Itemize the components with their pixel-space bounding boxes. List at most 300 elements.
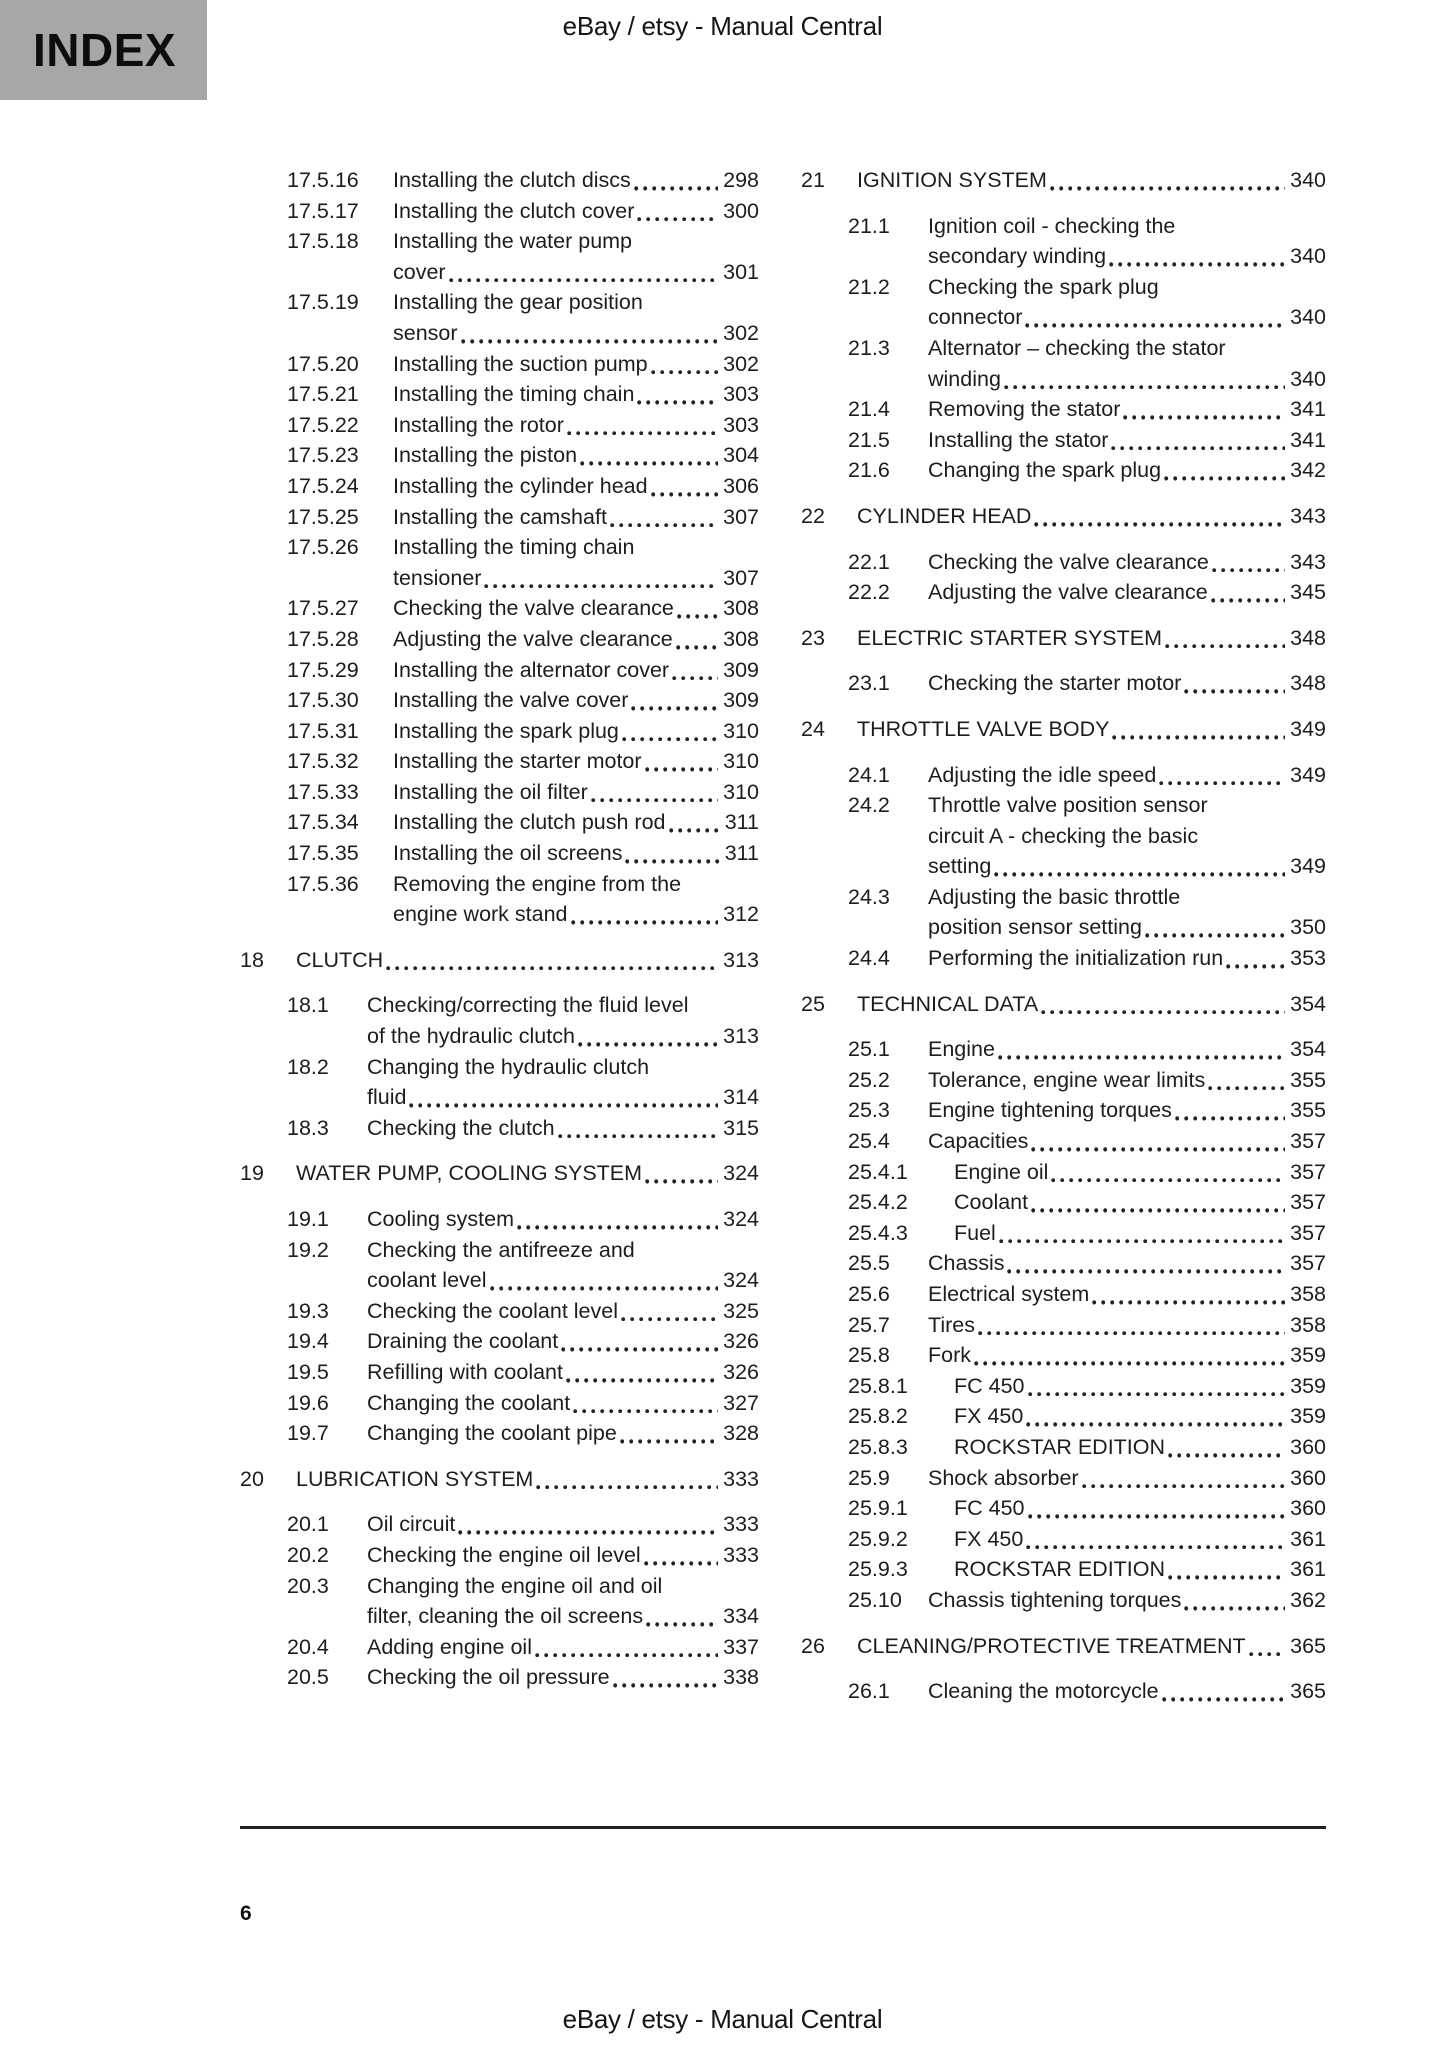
dotted-leader (974, 1340, 1285, 1366)
toc-entry-title: winding (928, 366, 1001, 391)
toc-entry-body (954, 1432, 1326, 1463)
toc-section-row (801, 714, 1326, 745)
toc-entry-number: 17.5.25 (287, 504, 359, 529)
toc-entry-row (240, 532, 759, 593)
toc-entry-title: setting (928, 854, 992, 879)
dotted-leader (1051, 1157, 1285, 1183)
dotted-leader (677, 593, 718, 619)
toc-entry-row (240, 746, 759, 777)
toc-entry-row (801, 1187, 1326, 1218)
dotted-leader (386, 945, 718, 971)
toc-entry-page: 309 (723, 657, 759, 682)
toc-entry-body (857, 623, 1326, 654)
toc-entry-title: CLUTCH (296, 947, 384, 972)
toc-entry-title: WATER PUMP, COOLING SYSTEM (296, 1161, 643, 1186)
toc-entry-row (801, 577, 1326, 608)
toc-entry-page: 355 (1290, 1098, 1326, 1123)
toc-entry-body (393, 807, 759, 838)
toc-entry-row (801, 882, 1326, 943)
dotted-leader (490, 1265, 719, 1291)
toc-entry-page: 326 (723, 1359, 759, 1384)
toc-entry-row (801, 1340, 1326, 1371)
toc-entry-last-line (928, 1676, 1326, 1707)
dotted-leader (1041, 989, 1285, 1015)
toc-entry-body (928, 1310, 1326, 1341)
toc-entry-title: ROCKSTAR EDITION (954, 1557, 1166, 1582)
toc-entry-page: 360 (1290, 1465, 1326, 1490)
toc-entry-body (393, 869, 759, 930)
toc-section-row (801, 501, 1326, 532)
toc-entry-page: 357 (1290, 1190, 1326, 1215)
toc-entry-row (240, 869, 759, 930)
toc-entry-title: FX 450 (954, 1526, 1024, 1551)
footer-title: eBay / etsy - Manual Central (562, 2004, 883, 2034)
toc-entry-last-line (367, 1632, 759, 1663)
toc-entry-number: 25.1 (848, 1037, 890, 1062)
toc-entry-last-line (367, 1357, 759, 1388)
toc-entry-body (393, 655, 759, 686)
toc-entry-number: 25 (801, 991, 825, 1016)
toc-entry-title-line: Installing the timing chain (393, 535, 635, 560)
dotted-leader (631, 685, 718, 711)
toc-entry-page: 340 (1290, 168, 1326, 192)
toc-entry-number: 25.9 (848, 1465, 890, 1490)
toc-entry-number: 21.1 (848, 213, 890, 238)
toc-entry-page: 311 (724, 810, 759, 835)
toc-entry-page: 327 (723, 1390, 759, 1415)
toc-entry-last-line (857, 501, 1326, 532)
toc-entry-number: 25.9.3 (848, 1557, 908, 1582)
toc-entry-row (801, 455, 1326, 486)
toc-entry-last-line (367, 1204, 759, 1235)
toc-entry-number: 23.1 (848, 671, 890, 696)
toc-section-row (240, 945, 759, 976)
dotted-leader (1211, 577, 1285, 603)
toc-entry-page: 353 (1290, 946, 1326, 971)
toc-entry-last-line (954, 1524, 1326, 1555)
toc-column-left (240, 165, 759, 1693)
toc-entry-body (928, 211, 1326, 272)
toc-entry-title: tensioner (393, 565, 482, 590)
toc-entry-title: Changing the coolant (367, 1390, 571, 1415)
toc-entry-title: Performing the initialization run (928, 946, 1224, 971)
toc-entry-row (240, 1204, 759, 1235)
toc-entry-last-line (367, 1601, 759, 1632)
dotted-leader (1112, 714, 1285, 740)
toc-entry-row (240, 165, 759, 196)
toc-entry-title: ROCKSTAR EDITION (954, 1434, 1166, 1459)
toc-entry-body (928, 1279, 1326, 1310)
toc-entry-number: 18.3 (287, 1115, 329, 1140)
toc-entry-number: 25.4.1 (848, 1159, 908, 1184)
toc-entry-title: Fuel (954, 1220, 996, 1245)
toc-entry-number: 25.4.2 (848, 1190, 908, 1215)
toc-entry-page: 312 (723, 902, 759, 927)
toc-entry-row (240, 1388, 759, 1419)
toc-entry-row (801, 1401, 1326, 1432)
toc-entry-page: 311 (724, 841, 759, 866)
toc-entry-number: 17.5.26 (287, 535, 359, 560)
toc-entry-title: Engine (928, 1037, 995, 1062)
dotted-leader (1145, 912, 1285, 938)
toc-entry-number: 25.6 (848, 1282, 890, 1306)
toc-entry-title-line: Ignition coil - checking the (928, 213, 1176, 238)
toc-entry-page: 357 (1290, 1159, 1326, 1184)
toc-entry-row (801, 425, 1326, 456)
toc-entry-last-line (393, 655, 759, 686)
dotted-leader (621, 1296, 718, 1322)
toc-entry-title-line: Checking/correcting the fluid level (367, 993, 689, 1018)
toc-entry-last-line (954, 1157, 1326, 1188)
toc-entry-number: 17.5.35 (287, 841, 359, 866)
toc-entry-last-line (296, 945, 759, 976)
toc-entry-title: Installing the spark plug (393, 718, 619, 743)
toc-entry-body (928, 1126, 1326, 1157)
toc-entry-row (240, 349, 759, 380)
dotted-leader (1031, 1126, 1285, 1152)
toc-entry-last-line (367, 1418, 759, 1449)
toc-entry-number: 25.5 (848, 1251, 890, 1276)
toc-entry-last-line (928, 1248, 1326, 1279)
toc-entry-page: 328 (723, 1421, 759, 1446)
toc-entry-row (801, 272, 1326, 333)
toc-entry-number: 18.1 (287, 993, 329, 1018)
dotted-leader (573, 1388, 718, 1414)
toc-entry-title: Installing the clutch push rod (393, 810, 666, 835)
dotted-leader (517, 1204, 718, 1230)
toc-entry-number: 26.1 (848, 1679, 890, 1704)
toc-entry-last-line (393, 196, 759, 227)
toc-entry-number: 20.3 (287, 1573, 329, 1598)
toc-entry-page: 357 (1290, 1129, 1326, 1154)
toc-entry-row (801, 547, 1326, 578)
toc-entry-last-line (857, 714, 1326, 745)
toc-entry-last-line (857, 165, 1326, 196)
dotted-leader (578, 1021, 718, 1047)
toc-entry-title-line: Throttle valve position sensor (928, 793, 1208, 818)
toc-entry-row (240, 1052, 759, 1113)
toc-entry-page: 333 (723, 1542, 759, 1567)
toc-entry-number: 17.5.22 (287, 412, 359, 437)
toc-entry-last-line (367, 1265, 759, 1296)
toc-entry-page: 342 (1290, 458, 1326, 483)
toc-entry-number: 21.3 (848, 335, 890, 360)
toc-entry-number: 17.5.21 (287, 382, 359, 407)
dotted-leader (1168, 1432, 1285, 1458)
toc-entry-last-line (928, 1340, 1326, 1371)
toc-section-row (801, 165, 1326, 196)
toc-entry-last-line (954, 1218, 1326, 1249)
footer-rule (240, 1826, 1326, 1829)
toc-entry-body (393, 624, 759, 655)
toc-entry-number: 17.5.23 (287, 443, 359, 468)
toc-entry-row (801, 668, 1326, 699)
toc-entry-row (801, 394, 1326, 425)
toc-entry-last-line (393, 165, 759, 196)
toc-entry-last-line (393, 349, 759, 380)
toc-entry-last-line (393, 379, 759, 410)
toc-entry-body (954, 1218, 1326, 1249)
toc-entry-page: 324 (723, 1207, 759, 1231)
toc-entry-number: 22.1 (848, 549, 890, 574)
dotted-leader (1226, 943, 1285, 969)
toc-entry-title: Installing the valve cover (393, 688, 629, 713)
toc-entry-row (240, 838, 759, 869)
toc-entry-last-line (367, 1113, 759, 1144)
toc-entry-title-line: Checking the antifreeze and (367, 1237, 635, 1262)
toc-entry-row (240, 502, 759, 533)
toc-entry-title: Checking the oil pressure (367, 1665, 610, 1690)
toc-entry-title-line: Alternator – checking the stator (928, 335, 1226, 360)
dotted-leader (1031, 1187, 1285, 1213)
toc-entry-row (801, 1524, 1326, 1555)
toc-entry-row (801, 760, 1326, 791)
toc-entry-body (928, 1034, 1326, 1065)
toc-entry-number: 17.5.34 (287, 810, 359, 835)
toc-entry-number: 17.5.31 (287, 718, 359, 743)
toc-entry-body (367, 1204, 759, 1235)
toc-entry-last-line (296, 1158, 759, 1189)
dotted-leader (1082, 1463, 1286, 1489)
toc-entry-row (240, 410, 759, 441)
toc-section-row (801, 1631, 1326, 1662)
toc-entry-number: 25.9.1 (848, 1496, 908, 1521)
toc-section-row (240, 1464, 759, 1495)
toc-entry-body (857, 165, 1326, 196)
toc-entry-body (928, 425, 1326, 456)
toc-entry-body (928, 455, 1326, 486)
toc-entry-number: 18 (240, 947, 264, 972)
toc-entry-row (801, 1310, 1326, 1341)
toc-entry-last-line (393, 838, 759, 869)
toc-entry-number: 19.7 (287, 1421, 329, 1446)
dotted-leader (1212, 547, 1285, 573)
toc-entry-row (240, 1662, 759, 1693)
toc-entry-body (954, 1401, 1326, 1432)
dotted-leader (672, 655, 718, 681)
toc-entry-number: 25.9.2 (848, 1526, 908, 1551)
toc-section-row (801, 623, 1326, 654)
dotted-leader (567, 410, 718, 436)
toc-entry-row (240, 1296, 759, 1327)
toc-entry-body (928, 1463, 1326, 1494)
toc-entry-last-line (367, 1540, 759, 1571)
toc-entry-title-line: Changing the hydraulic clutch (367, 1054, 650, 1079)
toc-entry-body (393, 471, 759, 502)
toc-entry-title: secondary winding (928, 244, 1107, 269)
toc-entry-body (393, 287, 759, 348)
toc-entry-title: IGNITION SYSTEM (857, 168, 1047, 192)
dotted-leader (637, 196, 718, 222)
toc-entry-number: 20.2 (287, 1542, 329, 1567)
toc-entry-body (393, 410, 759, 441)
toc-entry-title: coolant level (367, 1268, 487, 1293)
toc-entry-row (240, 1540, 759, 1571)
toc-entry-body (296, 1464, 759, 1495)
toc-entry-page: 349 (1290, 716, 1326, 741)
dotted-leader (571, 899, 719, 925)
toc-entry-title: Installing the oil screens (393, 841, 623, 866)
toc-entry-row (801, 1034, 1326, 1065)
toc-entry-page: 324 (723, 1268, 759, 1293)
toc-entry-last-line (857, 1631, 1326, 1662)
toc-entry-body (928, 790, 1326, 882)
toc-entry-number: 21.2 (848, 274, 890, 299)
toc-entry-row (801, 1095, 1326, 1126)
toc-entry-title: Engine oil (954, 1159, 1049, 1184)
toc-entry-body (393, 349, 759, 380)
toc-entry-body (367, 1509, 759, 1540)
dotted-leader (622, 716, 718, 742)
toc-entry-number: 25.2 (848, 1067, 890, 1092)
toc-entry-number: 25.8.2 (848, 1404, 908, 1429)
toc-entry-last-line (393, 624, 759, 655)
toc-entry-page: 360 (1290, 1496, 1326, 1521)
toc-entry-page: 302 (723, 320, 759, 345)
toc-entry-title: Adding engine oil (367, 1634, 532, 1659)
toc-entry-number: 17.5.33 (287, 779, 359, 804)
toc-entry-title: FC 450 (954, 1373, 1025, 1398)
toc-entry-last-line (928, 1310, 1326, 1341)
toc-entry-body (367, 990, 759, 1051)
toc-entry-last-line (928, 241, 1326, 272)
toc-entry-page: 307 (723, 504, 759, 529)
toc-entry-last-line (393, 257, 759, 288)
toc-entry-number: 19.4 (287, 1329, 329, 1354)
dotted-leader (1109, 241, 1285, 267)
toc-entry-number: 19.5 (287, 1359, 329, 1384)
toc-entry-body (367, 1052, 759, 1113)
toc-entry-body (928, 547, 1326, 578)
toc-entry-number: 25.10 (848, 1587, 902, 1612)
dotted-leader (1025, 302, 1285, 328)
toc-entry-last-line (928, 943, 1326, 974)
toc-entry-row (240, 777, 759, 808)
toc-entry-last-line (393, 440, 759, 471)
toc-entry-last-line (857, 623, 1326, 654)
dotted-leader (449, 257, 719, 283)
toc-entry-title-line: Removing the engine from the (393, 871, 682, 896)
toc-entry-last-line (954, 1432, 1326, 1463)
toc-entry-page: 333 (723, 1466, 759, 1491)
dotted-leader (1208, 1065, 1285, 1091)
toc-entry-last-line (928, 302, 1326, 333)
dotted-leader (1026, 1524, 1285, 1550)
toc-entry-row (240, 1326, 759, 1357)
toc-entry-last-line (393, 899, 759, 930)
toc-entry-last-line (393, 807, 759, 838)
toc-entry-number: 17.5.30 (287, 688, 359, 713)
toc-entry-body (928, 1095, 1326, 1126)
toc-entry-row (240, 1509, 759, 1540)
dotted-leader (613, 1662, 719, 1688)
toc-entry-page: 338 (723, 1665, 759, 1690)
toc-entry-last-line (393, 563, 759, 594)
toc-entry-number: 17.5.17 (287, 198, 359, 223)
toc-entry-body (928, 943, 1326, 974)
toc-entry-title: Changing the coolant pipe (367, 1421, 617, 1446)
toc-entry-row (801, 211, 1326, 272)
toc-entry-title: Installing the suction pump (393, 351, 648, 376)
dotted-leader (646, 1601, 718, 1627)
toc-entry-body (367, 1418, 759, 1449)
dotted-leader (535, 1632, 718, 1658)
toc-entry-row (240, 624, 759, 655)
toc-entry-body (954, 1554, 1326, 1585)
toc-entry-body (296, 1158, 759, 1189)
toc-entry-title: FX 450 (954, 1404, 1024, 1429)
toc-entry-title: Installing the stator (928, 427, 1109, 452)
toc-entry-number: 24.2 (848, 793, 890, 818)
dotted-leader (645, 746, 719, 772)
toc-entry-page: 337 (723, 1634, 759, 1659)
toc-entry-row (801, 1493, 1326, 1524)
toc-entry-row (240, 226, 759, 287)
toc-entry-title-line: Installing the water pump (393, 229, 633, 254)
toc-entry-title-line: Checking the spark plug (928, 274, 1159, 299)
toc-entry-last-line (928, 1126, 1326, 1157)
toc-entry-title: Checking the valve clearance (928, 549, 1209, 574)
toc-entry-row (801, 1279, 1326, 1310)
toc-entry-row (240, 593, 759, 624)
toc-entry-row (801, 790, 1326, 882)
toc-entry-body (393, 226, 759, 287)
toc-entry-page: 306 (723, 473, 759, 498)
toc-entry-page: 350 (1290, 915, 1326, 940)
toc-entry-page: 310 (723, 779, 759, 804)
toc-entry-page: 361 (1290, 1526, 1326, 1551)
toc-entry-row (801, 1126, 1326, 1157)
toc-entry-title: Checking the valve clearance (393, 596, 674, 621)
toc-entry-body (928, 882, 1326, 943)
toc-entry-number: 24.1 (848, 762, 890, 787)
toc-entry-page: 348 (1290, 671, 1326, 696)
toc-entry-title: Installing the clutch cover (393, 198, 635, 223)
toc-entry-page: 324 (723, 1161, 759, 1186)
toc-entry-page: 354 (1290, 1037, 1326, 1062)
toc-entry-title: CLEANING/PROTECTIVE TREATMENT (857, 1633, 1246, 1658)
toc-entry-page: 357 (1290, 1251, 1326, 1276)
dotted-leader (634, 165, 718, 191)
dotted-leader (998, 1034, 1285, 1060)
toc-entry-number: 19.1 (287, 1207, 329, 1231)
toc-entry-last-line (393, 593, 759, 624)
toc-entry-number: 21.6 (848, 458, 890, 483)
toc-entry-page: 361 (1290, 1557, 1326, 1582)
toc-entry-body (857, 714, 1326, 745)
dotted-leader (645, 1158, 718, 1184)
toc-entry-body (928, 760, 1326, 791)
toc-entry-body (393, 685, 759, 716)
toc-entry-page: 340 (1290, 366, 1326, 391)
toc-entry-title: Tolerance, engine wear limits (928, 1067, 1206, 1092)
toc-entry-page: 343 (1290, 503, 1326, 528)
toc-entry-last-line (367, 1082, 759, 1113)
toc-entry-body (928, 333, 1326, 394)
toc-entry-page: 357 (1290, 1220, 1326, 1245)
toc-entry-title: Cleaning the motorcycle (928, 1679, 1159, 1704)
toc-entry-title: THROTTLE VALVE BODY (857, 716, 1110, 741)
toc-entry-number: 22.2 (848, 580, 890, 605)
toc-entry-title: Installing the rotor (393, 412, 564, 437)
toc-entry-page: 341 (1290, 397, 1326, 422)
toc-entry-page: 348 (1290, 625, 1326, 650)
toc-entry-title: Installing the starter motor (393, 749, 642, 774)
toc-entry-number: 20.5 (287, 1665, 329, 1690)
toc-entry-last-line (928, 1095, 1326, 1126)
toc-entry-row (801, 1218, 1326, 1249)
toc-entry-number: 19 (240, 1161, 264, 1186)
